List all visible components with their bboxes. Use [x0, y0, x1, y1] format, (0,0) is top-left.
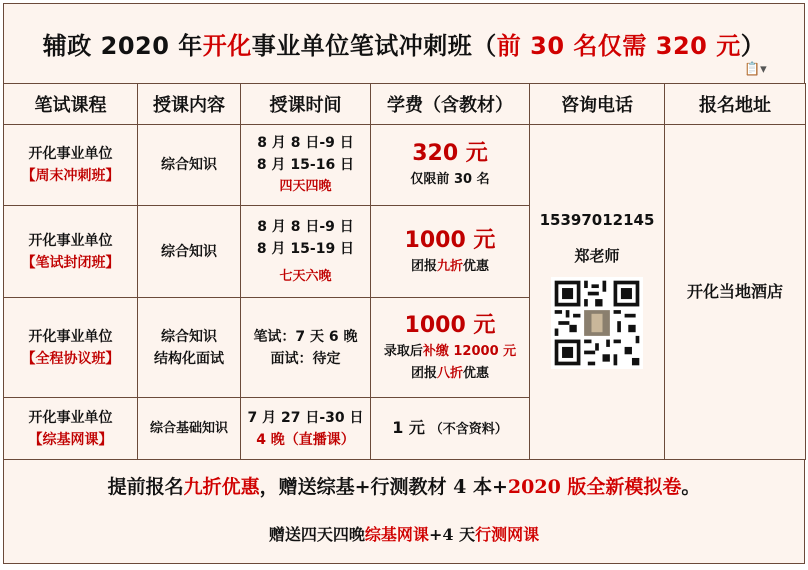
title-part-1: 辅政 2020 年 [42, 31, 203, 60]
course-name: 开化事业单位 [28, 328, 113, 345]
promo-line-2 [4, 518, 804, 548]
promo-text: 赠送四天四晚 [268, 524, 365, 544]
title-promo: 前 30 名仅需 320 元 [496, 31, 741, 60]
time-cell [241, 298, 371, 398]
qr-code-icon [551, 277, 643, 369]
address-cell [665, 125, 806, 460]
title-part-3: 事业单位笔试冲刺班（ [251, 31, 497, 60]
content-item: 综合知识 [161, 243, 217, 260]
promo-text: ，赠送综基+行测教材 4 本+ [259, 475, 508, 498]
fee-price: 1000 元 [404, 312, 496, 338]
content-item: 综合知识 [161, 157, 217, 173]
course-name: 开化事业单位 [28, 232, 113, 249]
content-cell [138, 206, 241, 298]
course-cell [4, 298, 138, 398]
page-title [4, 4, 804, 82]
fee-note: 仅限前 30 名 [410, 172, 490, 187]
course-tag: 【周末冲刺班】 [21, 168, 120, 184]
time-line: 8 月 15-16 日 [256, 157, 355, 173]
promo-line-1 [4, 465, 804, 505]
fee-cell [371, 398, 530, 460]
header-fee: 学费（含教材） [371, 84, 530, 125]
fee-supplement: 补缴 12000 元 [422, 343, 517, 359]
fee-note-part: 优惠 [463, 365, 490, 381]
course-table [3, 83, 806, 460]
time-cell [241, 125, 371, 206]
promo-text: 。 [681, 475, 701, 498]
header-course: 笔试课程 [4, 84, 138, 125]
content-item: 综合基础知识 [149, 420, 228, 436]
fee-note [373, 341, 527, 363]
time-line: 面试：待定 [270, 350, 341, 367]
fee-price: 320 元 [412, 141, 488, 166]
promo-highlight: 九折优惠 [183, 475, 260, 498]
time-cell [241, 398, 371, 460]
fee-cell [371, 298, 530, 398]
fee-note-part: 优惠 [463, 258, 490, 274]
course-cell [4, 125, 138, 206]
promo-highlight: 行测网课 [475, 524, 540, 544]
fee-note: （不含资料） [429, 421, 508, 437]
course-cell [4, 398, 138, 460]
header-address: 报名地址 [665, 84, 806, 125]
table-row [4, 125, 806, 206]
title-location: 开化 [202, 31, 252, 60]
title-part-5: ） [740, 31, 766, 60]
address-text: 开化当地酒店 [686, 282, 783, 301]
time-line: 笔试：7 天 6 晚 [253, 328, 358, 345]
fee-price: 1 元 [392, 417, 425, 437]
fee-note-part: 录取后 [383, 343, 423, 359]
content-cell [138, 398, 241, 460]
table-header-row [4, 84, 806, 125]
fee-note-part: 团报 [410, 365, 437, 381]
contact-cell [530, 125, 665, 460]
time-line: 8 月 15-19 日 [256, 240, 355, 257]
course-name: 开化事业单位 [28, 146, 113, 162]
promo-text: +4 天 [428, 524, 476, 544]
fee-note [373, 256, 527, 278]
time-line: 8 月 8 日-9 日 [257, 135, 354, 151]
promo-highlight: 2020 版全新模拟卷 [507, 475, 682, 498]
time-cell [241, 206, 371, 298]
contact-person: 郑老师 [574, 246, 620, 265]
content-item: 结构化面试 [154, 350, 224, 367]
time-note: 四天四晚 [279, 179, 332, 194]
promo-highlight: 综基网课 [364, 524, 429, 544]
course-cell [4, 206, 138, 298]
fee-price: 1000 元 [404, 227, 496, 253]
promo-text: 提前报名 [107, 475, 184, 498]
fee-discount: 八折 [436, 365, 463, 381]
fee-cell [371, 206, 530, 298]
time-note: 七天六晚 [279, 268, 332, 284]
content-item: 综合知识 [161, 328, 217, 345]
content-cell [138, 298, 241, 398]
course-tag: 【综基网课】 [28, 431, 113, 448]
fee-note-part: 团报 [410, 258, 437, 274]
clipboard-icon[interactable]: 📋▾ [744, 62, 767, 77]
header-time: 授课时间 [241, 84, 371, 125]
course-tag: 【笔试封闭班】 [21, 254, 120, 271]
header-content: 授课内容 [138, 84, 241, 125]
time-line: 8 月 8 日-9 日 [257, 218, 354, 235]
contact-phone: 15397012145 [539, 210, 655, 229]
fee-discount: 九折 [436, 258, 463, 274]
time-note: 4 晚（直播课） [256, 431, 355, 448]
course-name: 开化事业单位 [28, 409, 113, 426]
time-line: 7 月 27 日-30 日 [247, 409, 364, 426]
fee-note [373, 363, 527, 385]
header-phone: 咨询电话 [530, 84, 665, 125]
course-tag: 【全程协议班】 [21, 350, 120, 367]
content-cell [138, 125, 241, 206]
fee-cell [371, 125, 530, 206]
